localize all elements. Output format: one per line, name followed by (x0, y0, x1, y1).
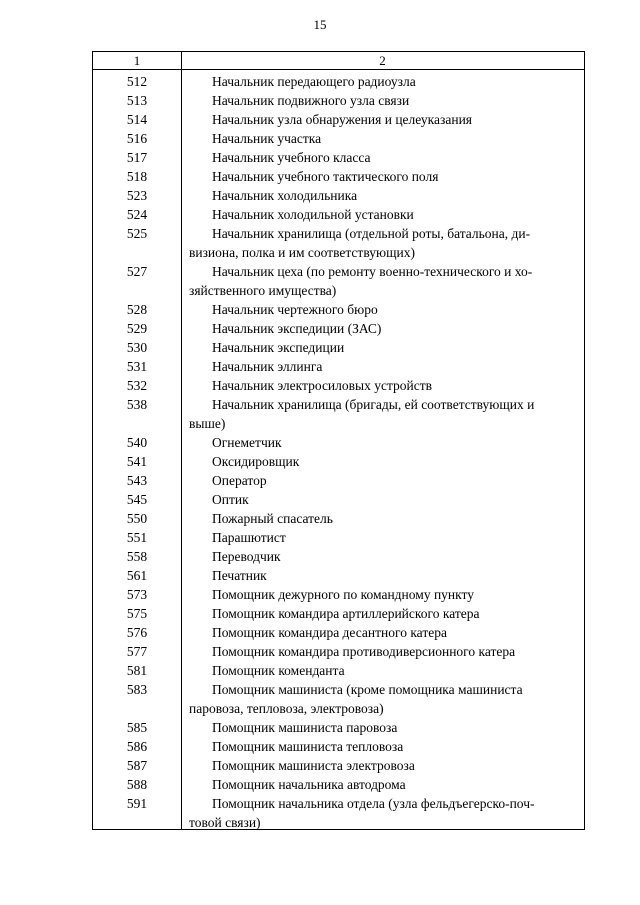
row-description (181, 186, 584, 205)
table-row (93, 547, 584, 566)
row-description (181, 167, 584, 186)
description-line: Начальник цеха (по ремонту военно-технического и хо- (212, 264, 533, 279)
description-line: Начальник участка (212, 131, 322, 146)
row-code: 523 (126, 188, 148, 203)
row-description (181, 623, 584, 642)
table-row (93, 490, 584, 509)
row-description (181, 718, 584, 737)
description-line: Помощник командира десантного катера (212, 625, 447, 640)
description-line: паровоза, тепловоза, электровоза) (189, 701, 384, 716)
row-description (181, 509, 584, 528)
row-code: 588 (126, 777, 148, 792)
table-row (93, 642, 584, 661)
row-code: 575 (126, 606, 148, 621)
description-line: Помощник начальника отдела (узла фельдъегерско-поч- (212, 796, 535, 811)
row-code: 514 (126, 112, 148, 127)
description-line: зяйственного имущества) (189, 283, 337, 298)
row-description (181, 205, 584, 224)
row-description (181, 566, 584, 585)
table-row (93, 528, 584, 547)
table-row (93, 376, 584, 395)
row-code: 541 (126, 454, 148, 469)
description-line: Огнеметчик (212, 435, 282, 450)
row-description (181, 148, 584, 167)
row-description (181, 528, 584, 547)
row-code: 532 (126, 378, 148, 393)
row-code: 581 (126, 663, 148, 678)
description-line: Помощник коменданта (212, 663, 345, 678)
row-description (181, 91, 584, 110)
row-code: 528 (126, 302, 148, 317)
description-line: выше) (189, 416, 226, 431)
row-description (181, 490, 584, 509)
row-description (181, 357, 584, 376)
row-description (181, 775, 584, 794)
table-row (93, 737, 584, 756)
row-description (181, 376, 584, 395)
row-description (181, 395, 584, 433)
table-row (93, 471, 584, 490)
table-row (93, 433, 584, 452)
description-line: Начальник хранилища (бригады, ей соответствующих и (212, 397, 535, 412)
table-row (93, 129, 584, 148)
row-description (181, 756, 584, 775)
row-code: 524 (126, 207, 148, 222)
table-row (93, 91, 584, 110)
row-code: 516 (126, 131, 148, 146)
table-row (93, 604, 584, 623)
table-row (93, 509, 584, 528)
row-code: 543 (126, 473, 148, 488)
row-code: 529 (126, 321, 148, 336)
table-row (93, 718, 584, 737)
positions-table (92, 51, 585, 830)
row-code: 551 (126, 530, 148, 545)
table-row (93, 585, 584, 604)
row-description (181, 547, 584, 566)
row-description (181, 452, 584, 471)
row-description (181, 680, 584, 718)
description-line: Начальник экспедиции (ЗАС) (212, 321, 382, 336)
row-code: 525 (126, 226, 148, 241)
row-code: 573 (126, 587, 148, 602)
description-line: Печатник (212, 568, 267, 583)
row-code: 513 (126, 93, 148, 108)
description-line: Начальник подвижного узла связи (212, 93, 410, 108)
description-line: Оператор (212, 473, 267, 488)
table-header (93, 52, 584, 70)
table-row (93, 319, 584, 338)
row-description (181, 224, 584, 262)
description-line: Помощник машиниста тепловоза (212, 739, 404, 754)
row-code: 545 (126, 492, 148, 507)
description-line: Переводчик (212, 549, 281, 564)
table-row (93, 395, 584, 433)
description-line: Начальник экспедиции (212, 340, 345, 355)
table-row (93, 566, 584, 585)
description-line: Помощник командира артиллерийского катера (212, 606, 480, 621)
table-row (93, 262, 584, 300)
description-line: Помощник командира противодиверсионного катера (212, 644, 516, 659)
row-description (181, 661, 584, 680)
row-description (181, 319, 584, 338)
description-line: Начальник холодильника (212, 188, 358, 203)
row-description (181, 737, 584, 756)
row-code: 527 (126, 264, 148, 279)
table-row (93, 452, 584, 471)
row-code: 577 (126, 644, 148, 659)
row-description (181, 110, 584, 129)
row-code: 585 (126, 720, 148, 735)
header-col-1: 1 (133, 53, 141, 68)
table-row (93, 794, 584, 832)
row-description (181, 262, 584, 300)
table-row (93, 186, 584, 205)
row-code: 561 (126, 568, 148, 583)
table-row (93, 623, 584, 642)
row-code: 530 (126, 340, 148, 355)
description-line: Парашютист (212, 530, 286, 545)
table-row (93, 148, 584, 167)
row-code: 591 (126, 796, 148, 811)
row-code: 550 (126, 511, 148, 526)
row-description (181, 433, 584, 452)
table-body (93, 70, 584, 832)
description-line: товой связи) (189, 815, 261, 830)
description-line: Помощник машиниста (кроме помощника машиниста (212, 682, 523, 697)
row-description (181, 129, 584, 148)
table-row (93, 224, 584, 262)
row-description (181, 338, 584, 357)
row-description (181, 604, 584, 623)
description-line: Помощник начальника автодрома (212, 777, 406, 792)
row-code: 540 (126, 435, 148, 450)
description-line: Начальник эллинга (212, 359, 323, 374)
description-line: Начальник учебного класса (212, 150, 371, 165)
row-code: 518 (126, 169, 148, 184)
description-line: Оксидировщик (212, 454, 300, 469)
description-line: Начальник чертежного бюро (212, 302, 378, 317)
table-row (93, 205, 584, 224)
row-code: 517 (126, 150, 148, 165)
description-line: Начальник узла обнаружения и целеуказания (212, 112, 473, 127)
table-row (93, 338, 584, 357)
description-line: визиона, полка и им соответствующих) (189, 245, 415, 260)
row-code: 531 (126, 359, 148, 374)
header-col-2: 2 (379, 53, 386, 68)
description-line: Помощник машиниста электровоза (212, 758, 415, 773)
description-line: Начальник холодильной установки (212, 207, 414, 222)
row-description (181, 300, 584, 319)
table-row (93, 167, 584, 186)
table-row (93, 661, 584, 680)
row-code: 587 (126, 758, 148, 773)
description-line: Начальник электросиловых устройств (212, 378, 433, 393)
table-row (93, 775, 584, 794)
description-line: Начальник учебного тактического поля (212, 169, 439, 184)
description-line: Помощник дежурного по командному пункту (212, 587, 474, 602)
table-row (93, 110, 584, 129)
table-row (93, 680, 584, 718)
row-code: 586 (126, 739, 148, 754)
row-description (181, 72, 584, 91)
row-description (181, 642, 584, 661)
table-row (93, 300, 584, 319)
table-row (93, 72, 584, 91)
description-line: Оптик (212, 492, 249, 507)
row-code: 512 (126, 74, 148, 89)
table-row (93, 357, 584, 376)
page-number: 15 (313, 17, 327, 32)
description-line: Помощник машиниста паровоза (212, 720, 398, 735)
row-description (181, 794, 584, 832)
description-line: Начальник передающего радиоузла (212, 74, 416, 89)
description-line: Пожарный спасатель (212, 511, 333, 526)
row-code: 558 (126, 549, 148, 564)
row-code: 538 (126, 397, 148, 412)
row-description (181, 471, 584, 490)
row-code: 583 (126, 682, 148, 697)
row-description (181, 585, 584, 604)
table-row (93, 756, 584, 775)
description-line: Начальник хранилища (отдельной роты, батальона, ди- (212, 226, 531, 241)
row-code: 576 (126, 625, 148, 640)
